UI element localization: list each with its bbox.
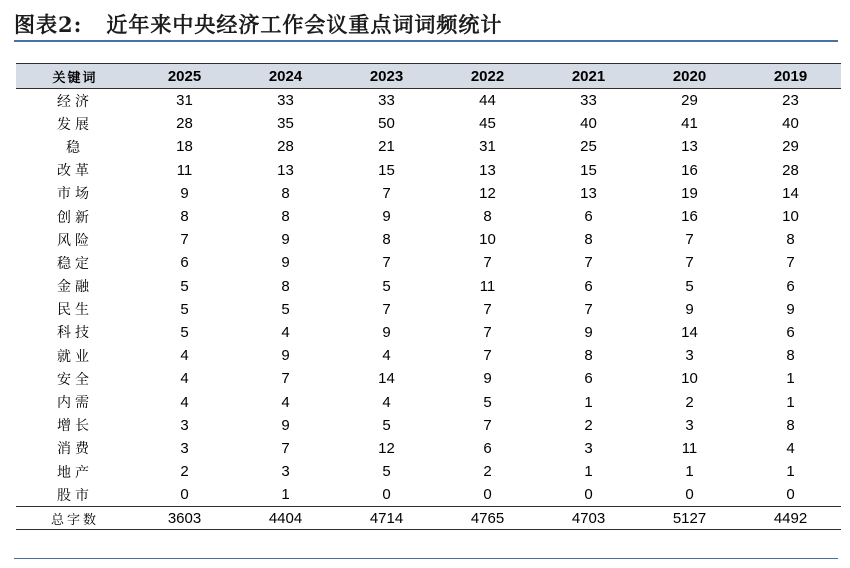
row-keyword: 风险 — [57, 232, 93, 249]
frequency-cell: 7 — [180, 231, 189, 249]
frequency-cell: 1 — [685, 463, 694, 481]
frequency-cell: 35 — [277, 115, 294, 133]
table-header-row — [16, 64, 841, 89]
frequency-cell: 9 — [382, 208, 391, 226]
frequency-cell: 29 — [681, 92, 698, 110]
frequency-cell: 7 — [382, 300, 391, 318]
total-cell: 4703 — [538, 507, 639, 530]
frequency-cell: 7 — [281, 439, 290, 457]
frequency-cell: 0 — [382, 486, 391, 504]
total-cell: 5127 — [639, 507, 740, 530]
row-keyword: 地产 — [57, 464, 93, 481]
frequency-cell: 4 — [281, 323, 290, 341]
frequency-cell: 8 — [786, 231, 795, 249]
table-row — [16, 112, 841, 135]
frequency-cell: 5 — [685, 277, 694, 295]
table-row — [16, 390, 841, 413]
frequency-cell: 7 — [382, 254, 391, 272]
frequency-cell: 5 — [483, 393, 492, 411]
row-keyword: 就业 — [57, 348, 93, 365]
table-row — [16, 437, 841, 460]
column-header-year: 2023 — [336, 64, 437, 89]
frequency-cell: 4 — [382, 347, 391, 365]
frequency-cell: 44 — [479, 92, 496, 110]
frequency-cell: 4 — [180, 370, 189, 388]
frequency-cell: 2 — [584, 416, 593, 434]
keyword-frequency-table-container — [16, 63, 838, 530]
frequency-cell: 3 — [180, 439, 189, 457]
frequency-cell: 5 — [382, 416, 391, 434]
frequency-cell: 10 — [479, 231, 496, 249]
frequency-cell: 11 — [681, 439, 698, 457]
frequency-cell: 8 — [281, 208, 290, 226]
frequency-cell: 50 — [378, 115, 395, 133]
frequency-cell: 15 — [378, 161, 395, 179]
frequency-cell: 28 — [277, 138, 294, 156]
table-row — [16, 205, 841, 228]
total-cell: 4714 — [336, 507, 437, 530]
total-cell: 4765 — [437, 507, 538, 530]
row-keyword: 稳定 — [57, 255, 93, 272]
frequency-cell: 33 — [277, 92, 294, 110]
frequency-cell: 3 — [685, 416, 694, 434]
total-row — [16, 507, 841, 530]
frequency-cell: 9 — [786, 300, 795, 318]
frequency-cell: 45 — [479, 115, 496, 133]
frequency-cell: 6 — [584, 370, 593, 388]
frequency-cell: 0 — [180, 486, 189, 504]
frequency-cell: 8 — [180, 208, 189, 226]
frequency-cell: 12 — [378, 439, 395, 457]
frequency-cell: 40 — [782, 115, 799, 133]
frequency-cell: 5 — [180, 323, 189, 341]
frequency-cell: 1 — [584, 463, 593, 481]
frequency-cell: 31 — [479, 138, 496, 156]
frequency-cell: 13 — [580, 184, 597, 202]
frequency-cell: 9 — [584, 323, 593, 341]
frequency-cell: 4 — [180, 347, 189, 365]
frequency-cell: 9 — [483, 370, 492, 388]
frequency-cell: 13 — [681, 138, 698, 156]
frequency-cell: 23 — [782, 92, 799, 110]
frequency-cell: 7 — [483, 254, 492, 272]
frequency-cell: 33 — [378, 92, 395, 110]
frequency-cell: 7 — [685, 231, 694, 249]
frequency-cell: 3 — [584, 439, 593, 457]
frequency-cell: 9 — [281, 416, 290, 434]
row-keyword: 科技 — [57, 325, 93, 342]
frequency-cell: 0 — [786, 486, 795, 504]
row-keyword: 股市 — [57, 487, 93, 504]
row-keyword: 稳 — [66, 139, 84, 156]
frequency-cell: 40 — [580, 115, 597, 133]
frequency-cell: 5 — [281, 300, 290, 318]
table-row — [16, 460, 841, 483]
frequency-cell: 8 — [483, 208, 492, 226]
keyword-frequency-table — [16, 63, 841, 530]
frequency-cell: 6 — [180, 254, 189, 272]
frequency-cell: 9 — [382, 323, 391, 341]
frequency-cell: 5 — [382, 463, 391, 481]
frequency-cell: 1 — [786, 393, 795, 411]
table-row — [16, 321, 841, 344]
bottom-divider — [14, 558, 838, 559]
frequency-cell: 8 — [786, 347, 795, 365]
table-row — [16, 275, 841, 298]
frequency-cell: 6 — [786, 323, 795, 341]
row-keyword: 发展 — [57, 116, 93, 133]
row-keyword: 创新 — [57, 209, 93, 226]
total-cell: 4492 — [740, 507, 841, 530]
frequency-cell: 9 — [281, 347, 290, 365]
frequency-cell: 0 — [483, 486, 492, 504]
frequency-cell: 41 — [681, 115, 698, 133]
frequency-cell: 29 — [782, 138, 799, 156]
frequency-cell: 5 — [180, 277, 189, 295]
frequency-cell: 14 — [782, 184, 799, 202]
frequency-cell: 7 — [584, 300, 593, 318]
figure-caption: 近年来中央经济工作会议重点词词频统计 — [106, 12, 503, 37]
row-keyword: 金融 — [57, 279, 93, 296]
column-header-year: 2022 — [437, 64, 538, 89]
frequency-cell: 3 — [685, 347, 694, 365]
row-keyword: 民生 — [57, 302, 93, 319]
frequency-cell: 11 — [479, 277, 496, 295]
table-row — [16, 228, 841, 251]
total-cell: 3603 — [134, 507, 235, 530]
total-label: 总字数 — [16, 507, 134, 530]
frequency-cell: 1 — [786, 370, 795, 388]
frequency-cell: 7 — [382, 184, 391, 202]
row-keyword: 安全 — [57, 371, 93, 388]
frequency-cell: 6 — [786, 277, 795, 295]
frequency-cell: 19 — [681, 184, 698, 202]
frequency-cell: 12 — [479, 184, 496, 202]
frequency-cell: 8 — [281, 277, 290, 295]
frequency-cell: 28 — [782, 161, 799, 179]
table-row — [16, 159, 841, 182]
frequency-cell: 7 — [786, 254, 795, 272]
table-row — [16, 135, 841, 158]
frequency-cell: 8 — [281, 184, 290, 202]
table-row — [16, 298, 841, 321]
figure-number: 图表2: — [14, 12, 83, 37]
table-row — [16, 483, 841, 507]
frequency-cell: 25 — [580, 138, 597, 156]
frequency-cell: 7 — [483, 347, 492, 365]
frequency-cell: 9 — [281, 231, 290, 249]
column-header-year: 2020 — [639, 64, 740, 89]
frequency-cell: 2 — [685, 393, 694, 411]
column-header-year: 2025 — [134, 64, 235, 89]
frequency-cell: 15 — [580, 161, 597, 179]
frequency-cell: 16 — [681, 208, 698, 226]
frequency-cell: 9 — [281, 254, 290, 272]
frequency-cell: 7 — [483, 323, 492, 341]
row-keyword: 增长 — [57, 418, 93, 435]
frequency-cell: 5 — [180, 300, 189, 318]
row-keyword: 消费 — [57, 441, 93, 458]
frequency-cell: 3 — [281, 463, 290, 481]
table-row — [16, 89, 841, 113]
frequency-cell: 31 — [176, 92, 193, 110]
frequency-cell: 1 — [584, 393, 593, 411]
frequency-cell: 0 — [584, 486, 593, 504]
row-keyword: 内需 — [57, 395, 93, 412]
row-keyword: 改革 — [57, 163, 93, 180]
frequency-cell: 13 — [479, 161, 496, 179]
frequency-cell: 6 — [483, 439, 492, 457]
frequency-cell: 16 — [681, 161, 698, 179]
frequency-cell: 0 — [685, 486, 694, 504]
frequency-cell: 6 — [584, 277, 593, 295]
frequency-cell: 10 — [782, 208, 799, 226]
frequency-cell: 7 — [483, 416, 492, 434]
frequency-cell: 14 — [378, 370, 395, 388]
frequency-cell: 6 — [584, 208, 593, 226]
frequency-cell: 14 — [681, 323, 698, 341]
column-header-keyword: 关键词 — [16, 64, 134, 89]
frequency-cell: 9 — [180, 184, 189, 202]
frequency-cell: 8 — [786, 416, 795, 434]
frequency-cell: 4 — [382, 393, 391, 411]
row-keyword: 市场 — [57, 186, 93, 203]
frequency-cell: 7 — [483, 300, 492, 318]
frequency-cell: 4 — [180, 393, 189, 411]
table-row — [16, 251, 841, 274]
frequency-cell: 11 — [176, 161, 193, 179]
frequency-cell: 2 — [180, 463, 189, 481]
table-row — [16, 182, 841, 205]
frequency-cell: 7 — [281, 370, 290, 388]
frequency-cell: 9 — [685, 300, 694, 318]
frequency-cell: 8 — [584, 347, 593, 365]
frequency-cell: 7 — [584, 254, 593, 272]
frequency-cell: 3 — [180, 416, 189, 434]
frequency-cell: 5 — [382, 277, 391, 295]
frequency-cell: 4 — [281, 393, 290, 411]
frequency-cell: 2 — [483, 463, 492, 481]
frequency-cell: 13 — [277, 161, 294, 179]
frequency-cell: 4 — [786, 439, 795, 457]
frequency-cell: 10 — [681, 370, 698, 388]
frequency-cell: 33 — [580, 92, 597, 110]
row-keyword: 经济 — [57, 93, 93, 110]
column-header-year: 2019 — [740, 64, 841, 89]
total-cell: 4404 — [235, 507, 336, 530]
figure-title — [14, 8, 838, 42]
table-row — [16, 367, 841, 390]
frequency-cell: 7 — [685, 254, 694, 272]
column-header-year: 2021 — [538, 64, 639, 89]
column-header-year: 2024 — [235, 64, 336, 89]
frequency-cell: 1 — [281, 486, 290, 504]
frequency-cell: 28 — [176, 115, 193, 133]
table-row — [16, 344, 841, 367]
table-body — [16, 89, 841, 507]
table-row — [16, 414, 841, 437]
frequency-cell: 8 — [382, 231, 391, 249]
frequency-cell: 8 — [584, 231, 593, 249]
frequency-cell: 18 — [176, 138, 193, 156]
frequency-cell: 21 — [378, 138, 395, 156]
frequency-cell: 1 — [786, 463, 795, 481]
